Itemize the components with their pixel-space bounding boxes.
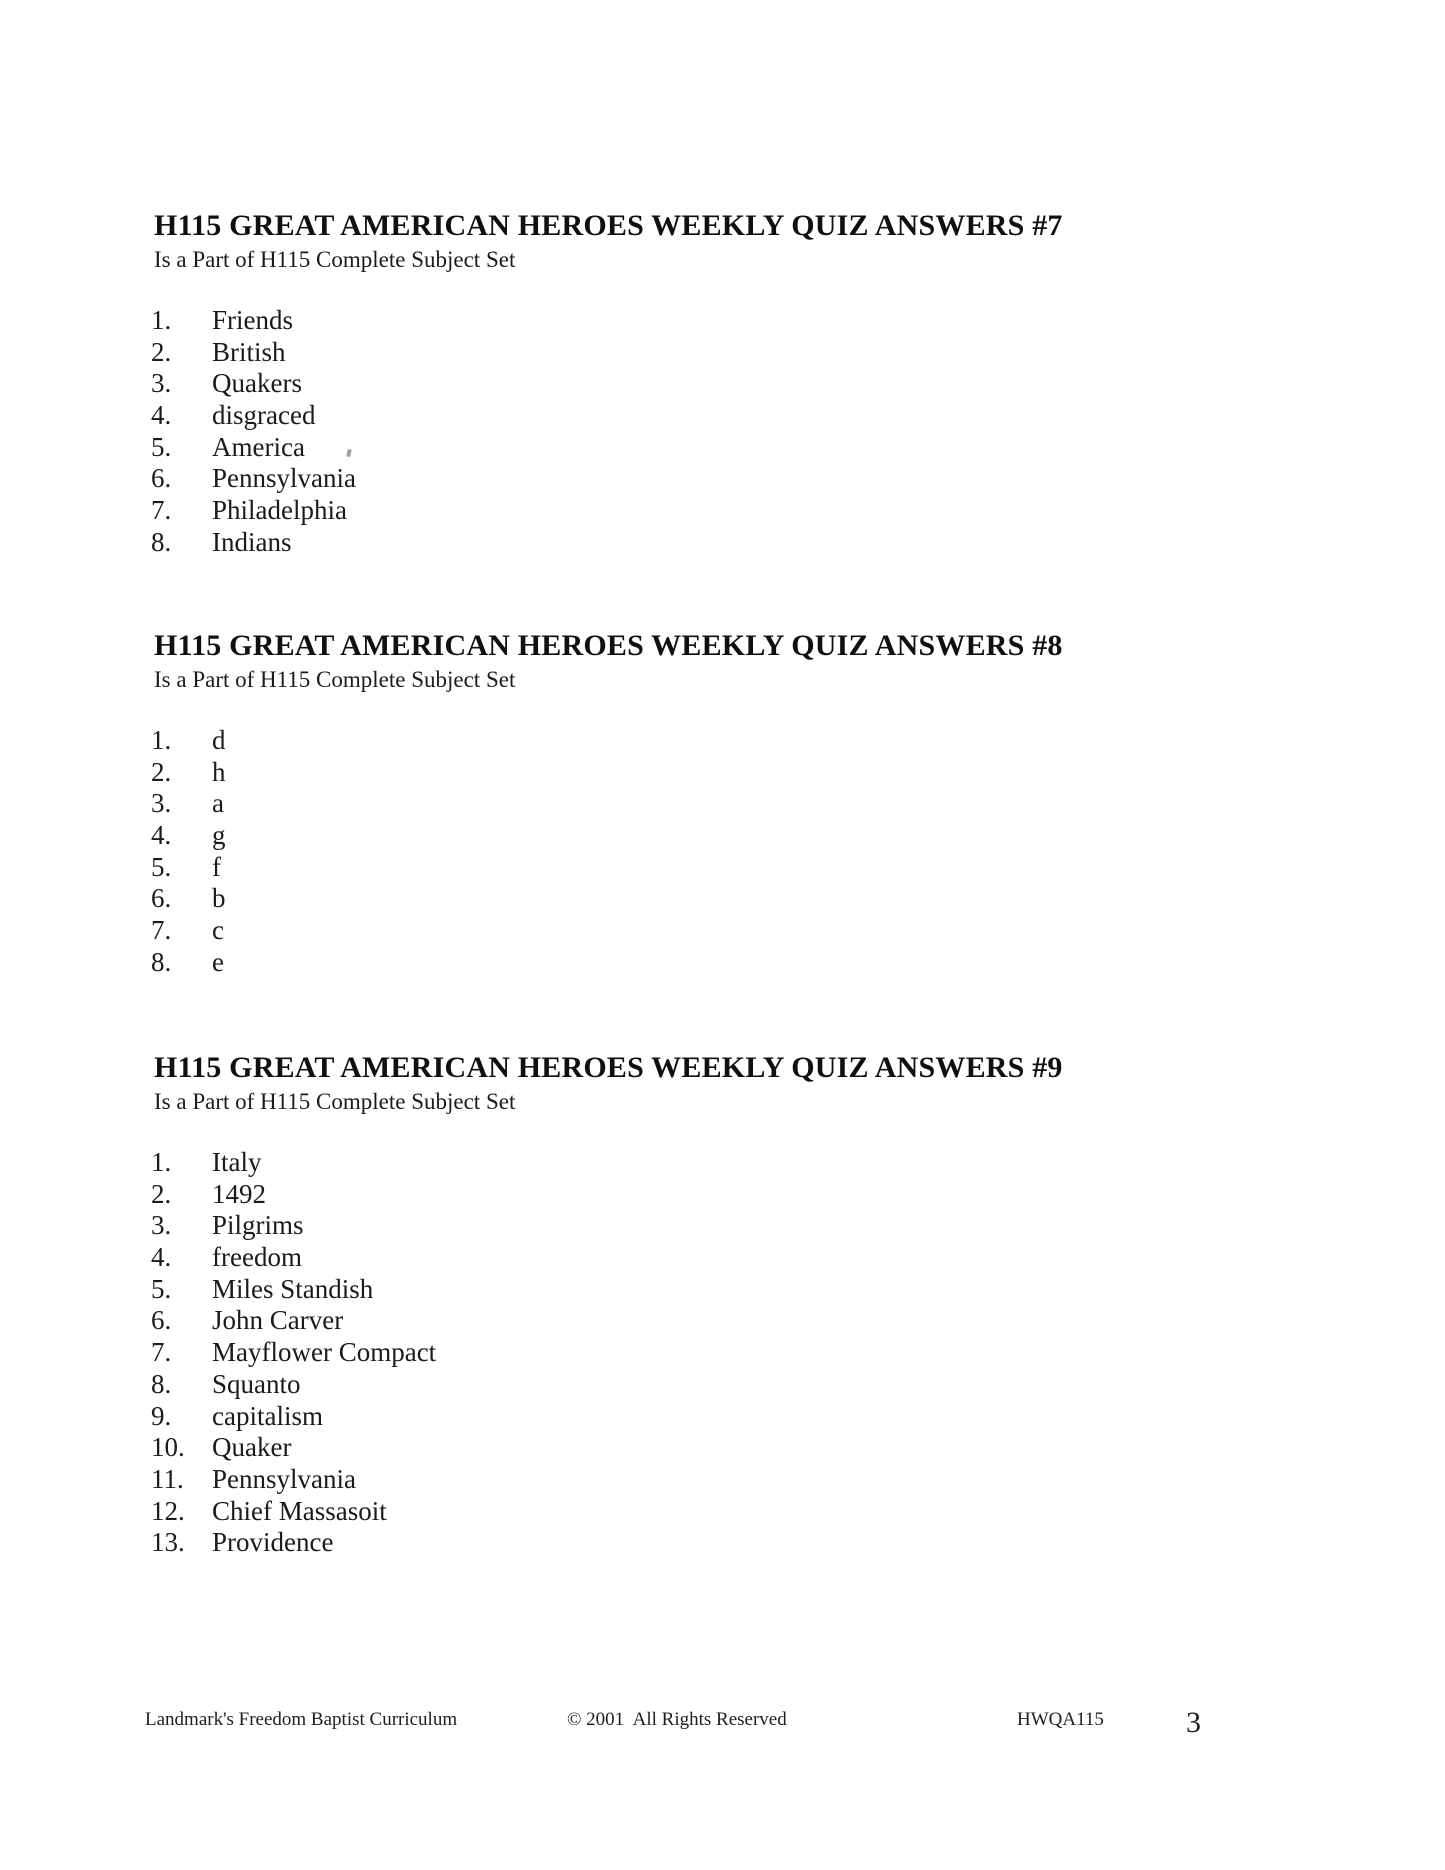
- answer-row: [151, 788, 1354, 820]
- answer-text: h: [212, 756, 226, 787]
- quiz-answers-section: [151, 209, 1354, 559]
- answer-text: disgraced: [212, 400, 316, 431]
- answer-list: [151, 305, 1354, 559]
- answer-row: [151, 368, 1354, 400]
- answer-number: 7.: [151, 495, 172, 526]
- answer-text: British: [212, 336, 286, 367]
- answer-text: Italy: [212, 1147, 262, 1177]
- answer-number: 6.: [151, 1305, 172, 1336]
- answer-row: [151, 883, 1354, 915]
- footer-doc-code: HWQA115: [1017, 1709, 1104, 1730]
- answer-list: [151, 1147, 1354, 1559]
- answer-row: [151, 1210, 1354, 1242]
- answer-text: Philadelphia: [212, 495, 347, 526]
- answer-number: 12.: [151, 1495, 185, 1526]
- answer-text: b: [212, 883, 226, 914]
- answer-number: 5.: [151, 851, 172, 882]
- answer-number: 8.: [151, 946, 172, 977]
- answer-number: 3.: [151, 368, 172, 399]
- answer-number: 13.: [151, 1527, 185, 1558]
- answer-row: [151, 1368, 1354, 1401]
- answer-text: freedom: [212, 1242, 302, 1273]
- answer-text: Chief Massasoit: [212, 1495, 387, 1526]
- answer-row: [151, 1273, 1354, 1306]
- answer-text: Indians: [212, 526, 292, 557]
- answer-row: [151, 1305, 1354, 1337]
- answer-row: [151, 526, 1354, 559]
- answer-text: capitalism: [212, 1400, 323, 1431]
- answer-text: 1492: [212, 1178, 266, 1209]
- answer-text: e: [212, 946, 224, 977]
- answer-number: 1.: [151, 1147, 172, 1177]
- answer-row: [151, 915, 1354, 947]
- section-subtitle: Is a Part of H115 Complete Subject Set: [154, 247, 516, 272]
- answer-number: 11.: [151, 1463, 184, 1494]
- answer-row: [151, 851, 1354, 884]
- answer-text: a: [212, 788, 224, 819]
- answer-row: [151, 1400, 1354, 1433]
- answer-row: [151, 756, 1354, 789]
- answer-number: 5.: [151, 431, 172, 462]
- answer-row: [151, 1432, 1354, 1464]
- answer-number: 2.: [151, 1178, 172, 1209]
- quiz-answers-section: [151, 629, 1354, 979]
- answer-row: [151, 820, 1354, 852]
- answer-row: [151, 1178, 1354, 1211]
- footer-page-number: 3: [1186, 1706, 1201, 1739]
- answer-row: [151, 336, 1354, 369]
- answer-row: [151, 1242, 1354, 1274]
- answer-number: 2.: [151, 756, 172, 787]
- footer-publisher: Landmark's Freedom Baptist Curriculum: [145, 1709, 458, 1730]
- section-subtitle: Is a Part of H115 Complete Subject Set: [154, 1089, 516, 1114]
- answer-number: 9.: [151, 1400, 172, 1431]
- answer-number: 3.: [151, 788, 172, 819]
- answer-text: Providence: [212, 1527, 334, 1558]
- section-title: H115 GREAT AMERICAN HEROES WEEKLY QUIZ ANSWERS #7: [154, 209, 1063, 242]
- answer-number: 1.: [151, 725, 172, 755]
- answer-number: 4.: [151, 820, 172, 851]
- answer-row: [151, 431, 1354, 464]
- section-title: H115 GREAT AMERICAN HEROES WEEKLY QUIZ ANSWERS #8: [154, 629, 1063, 662]
- answer-text: John Carver: [212, 1305, 344, 1336]
- answer-number: 1.: [151, 305, 172, 335]
- answer-number: 8.: [151, 1368, 172, 1399]
- answer-text: g: [212, 820, 226, 851]
- answer-number: 2.: [151, 336, 172, 367]
- answer-text: Quakers: [212, 368, 302, 399]
- answer-text: d: [212, 725, 226, 755]
- answer-row: [151, 495, 1354, 527]
- answer-row: [151, 305, 1354, 337]
- footer-copyright: © 2001 All Rights Reserved: [567, 1709, 787, 1730]
- section-title: H115 GREAT AMERICAN HEROES WEEKLY QUIZ ANSWERS #9: [154, 1051, 1063, 1084]
- answer-row: [151, 463, 1354, 495]
- answer-number: 7.: [151, 1337, 172, 1368]
- answer-text: Pennsylvania: [212, 463, 356, 494]
- answer-number: 8.: [151, 526, 172, 557]
- answer-number: 10.: [151, 1432, 185, 1463]
- answer-text: Mayflower Compact: [212, 1337, 437, 1368]
- answer-row: [151, 1495, 1354, 1528]
- answer-list: [151, 725, 1354, 979]
- answer-number: 4.: [151, 400, 172, 431]
- answer-row: [151, 1337, 1354, 1369]
- answer-row: [151, 1147, 1354, 1179]
- answer-number: 6.: [151, 463, 172, 494]
- answer-text: Pilgrims: [212, 1210, 304, 1241]
- answer-number: 6.: [151, 883, 172, 914]
- section-subtitle: Is a Part of H115 Complete Subject Set: [154, 667, 516, 692]
- quiz-answers-section: [151, 1051, 1354, 1559]
- answer-text: f: [212, 851, 221, 882]
- answer-number: 5.: [151, 1273, 172, 1304]
- answer-text: Miles Standish: [212, 1273, 374, 1304]
- answer-text: Squanto: [212, 1368, 301, 1399]
- answer-number: 4.: [151, 1242, 172, 1273]
- answer-text: c: [212, 915, 224, 946]
- answer-text: America: [212, 431, 305, 462]
- answer-text: Friends: [212, 305, 293, 335]
- answer-row: [151, 1463, 1354, 1496]
- answer-text: Pennsylvania: [212, 1463, 356, 1494]
- answer-row: [151, 1527, 1354, 1559]
- answer-number: 7.: [151, 915, 172, 946]
- answer-row: [151, 725, 1354, 757]
- answer-row: [151, 400, 1354, 432]
- answer-number: 3.: [151, 1210, 172, 1241]
- answer-row: [151, 946, 1354, 979]
- page-footer: [0, 1705, 1445, 1749]
- answer-text: Quaker: [212, 1432, 292, 1463]
